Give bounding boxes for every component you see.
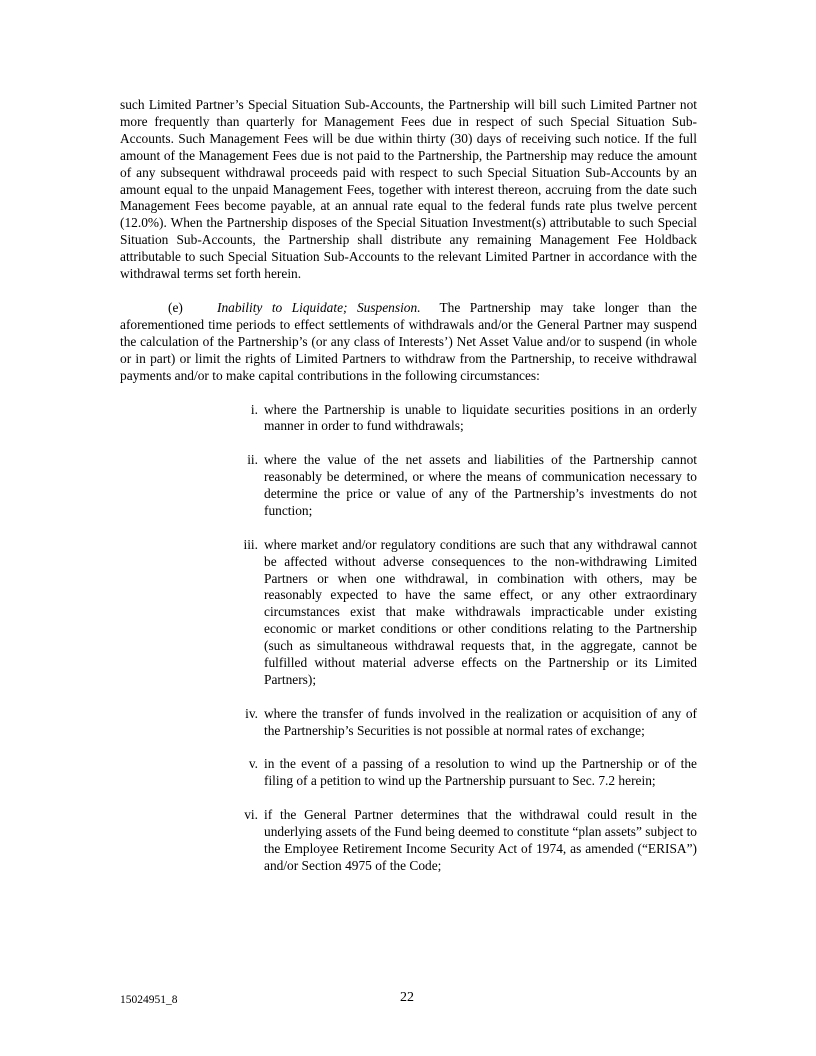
section-e-body: The Partnership may take longer than the aforementioned time periods to effect settlements of withdrawals and/or the General Partner may suspend the calculation of the Partnership’s (or any class of Interests’) Net Asset Value and/or to suspend (in whole or in part) or limit the rights of Limited Partners to withdraw from the Partnership, to receive withdrawal payments and/or to make capital contributions in the following circumstances:	[120, 299, 698, 383]
list-item	[245, 705, 697, 740]
opening-paragraph: such Limited Partner’s Special Situation Sub-Accounts, the Partnership will bill such Limited Partner not more frequently than quarterly for Management Fees due in respect of such Special Situation Sub-Accounts. Such Management Fees will be due within thirty (30) days of receiving such notice. If the full amount of the Management Fees due is not paid to the Partnership, the Partnership may reduce the amount of any subsequent withdrawal proceeds paid with respect to such Special Situation Sub-Accounts by an amount equal to the unpaid Management Fees, together with interest thereon, accruing from the date such Management Fees become payable, at an annual rate equal to the federal funds rate plus twelve percent (12.0%). When the Partnership disposes of the Special Situation Investment(s) attributable to such Special Situation Sub-Accounts, the Partnership shall distribute any remaining Management Fee Holdback attributable to such Special Situation Sub-Accounts to the relevant Limited Partner in accordance with the withdrawal terms set forth herein.	[120, 97, 697, 282]
list-item-text: where the transfer of funds involved in the realization or acquisition of any of the Partnership’s Securities is not possible at normal rates of exchange;	[264, 705, 697, 738]
document-page	[120, 97, 697, 892]
list-item-number: i.	[250, 401, 258, 417]
list-item	[244, 807, 697, 875]
list-item	[250, 401, 697, 436]
list-item-text: where the value of the net assets and liabilities of the Partnership cannot reasonably be determined, or where the means of communication necessary to determine the price or value of any of the Partnership’s investments do not function;	[264, 452, 697, 518]
section-e-label: (e)	[168, 299, 183, 315]
list-item	[243, 536, 697, 689]
list-item-number: iii.	[243, 536, 258, 552]
list-item	[248, 756, 697, 790]
list-item-number: ii.	[247, 452, 258, 468]
footer-page-number: 22	[400, 990, 414, 1005]
section-e-paragraph	[120, 300, 697, 385]
list-item-number: v.	[248, 756, 258, 772]
list-item-text: if the General Partner determines that the withdrawal could result in the underlying assets of the Fund being deemed to constitute “plan assets” subject to the Employee Retirement Income Security Act of 1974, as amended (“ERISA”) and/or Section 4975 of the Code;	[264, 807, 697, 873]
list-item-text: in the event of a passing of a resolution to wind up the Partnership or of the filing of a petition to wind up the Partnership pursuant to Sec. 7.2 herein;	[264, 756, 697, 789]
suspension-circumstances-list	[120, 402, 697, 875]
footer-document-id: 15024951_8	[120, 994, 178, 1006]
list-item-text: where market and/or regulatory conditions are such that any withdrawal cannot be affected without adverse consequences to the non-withdrawing Limited Partners or when one withdrawal, in combination with others, may be reasonably expected to have the same effect, or any other extraordinary circumstances exist that make withdrawals impracticable under existing economic or market conditions or other conditions relating to the Partnership (such as simultaneous withdrawal requests that, in the aggregate, cannot be fulfilled without material adverse effects on the Partnership or its Limited Partners);	[264, 536, 697, 687]
list-item	[247, 452, 697, 520]
list-item-text: where the Partnership is unable to liquidate securities positions in an orderly manner in order to fund withdrawals;	[264, 401, 697, 434]
list-item-number: iv.	[245, 705, 258, 721]
section-e-heading: Inability to Liquidate; Suspension.	[217, 299, 421, 315]
list-item-number: vi.	[244, 807, 258, 823]
